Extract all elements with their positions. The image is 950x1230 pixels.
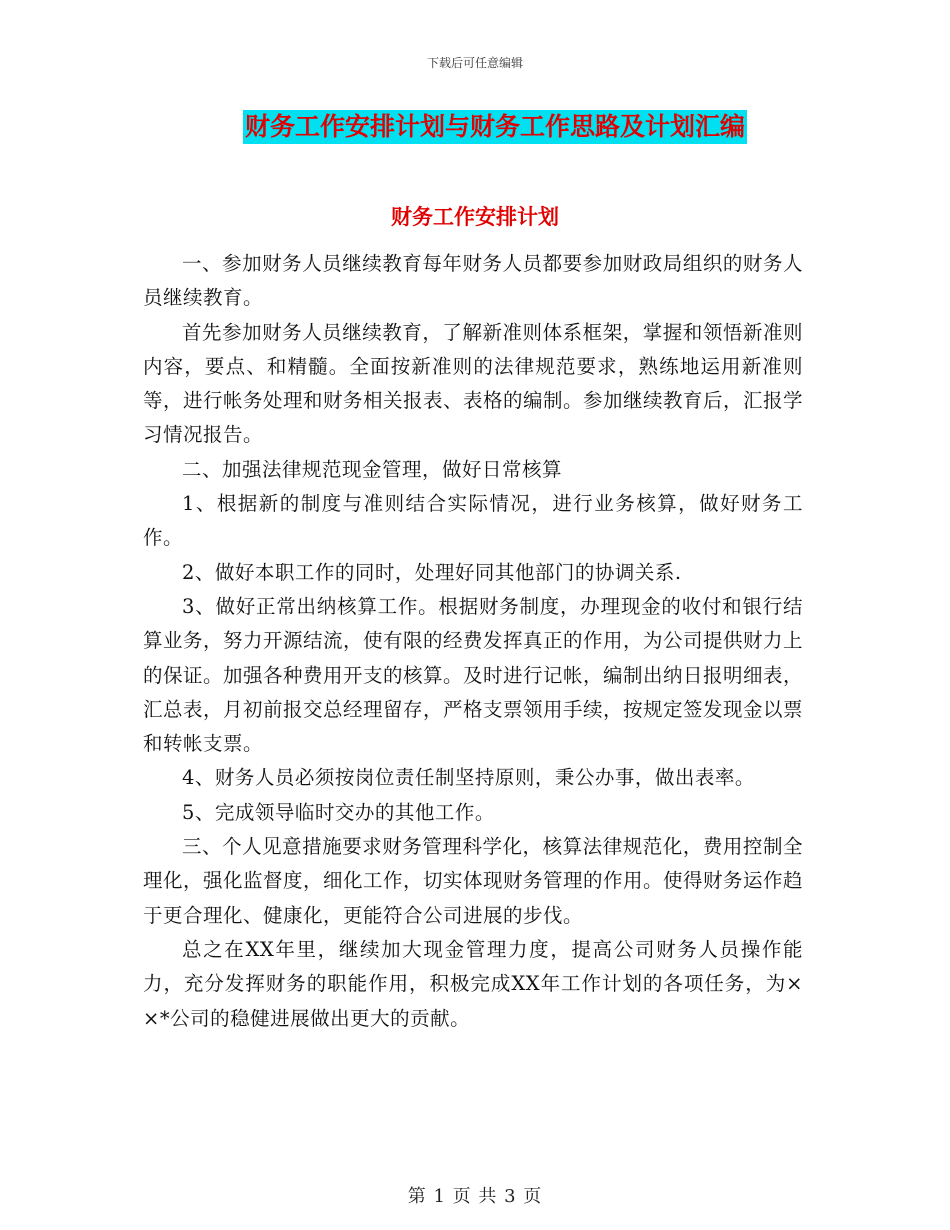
paragraph-6: 3、做好正常出纳核算工作。根据财务制度，办理现金的收付和银行结算业务，努力开源结流，使有限的经费发挥真正的作用，为公司提供财力上的保证。加强各种费用开支的核算。及时进行记帐，编制出纳日报明细表，汇总表，月初前报交总经理留存，严格支票领用手续，按规定签发现金以票和转帐支票。 [143, 594, 804, 756]
paragraph-4: 1、根据新的制度与准则结合实际情况，进行业务核算，做好财务工作。 [143, 492, 803, 550]
section-title: 财务工作安排计划 [391, 205, 559, 229]
header-note: 下载后可任意编辑 [426, 56, 523, 70]
paragraph-9: 三、个人见意措施要求财务管理科学化，核算法律规范化，费用控制全理化，强化监督度，细化工作，切实体现财务管理的作用。使得财务运作趋于更合理化、健康化，更能符合公司进展的步伐。 [143, 835, 804, 927]
paragraph-2: 首先参加财务人员继续教育，了解新准则体系框架，掌握和领悟新准则内容，要点、和精髓。全面按新准则的法律规范要求，熟练地运用新准则等，进行帐务处理和财务相关报表、表格的编制。参加继续教育后，汇报学习情况报告。 [143, 320, 804, 447]
paragraph-3: 二、加强法律规范现金管理，做好日常核算 [182, 457, 563, 481]
main-title-container [0, 110, 950, 144]
main-title: 财务工作安排计划与财务工作思路及计划汇编 [243, 110, 747, 144]
page-footer: 第 1 页 共 3 页 [407, 1186, 543, 1207]
paragraph-5: 2、做好本职工作的同时，处理好同其他部门的协调关系. [182, 560, 682, 584]
paragraph-1: 一、参加财务人员继续教育每年财务人员都要参加财政局组织的财务人员继续教育。 [143, 252, 803, 310]
document-body [143, 247, 803, 1036]
paragraph-7: 4、财务人员必须按岗位责任制坚持原则，秉公办事，做出表率。 [182, 766, 755, 790]
paragraph-10: 总之在XX年里，继续加大现金管理力度，提高公司财务人员操作能力，充分发挥财务的职能作用，积极完成XX年工作计划的各项任务，为××*公司的稳健进展做出更大的贡献。 [143, 937, 803, 1030]
paragraph-8: 5、完成领导临时交办的其他工作。 [182, 800, 495, 824]
